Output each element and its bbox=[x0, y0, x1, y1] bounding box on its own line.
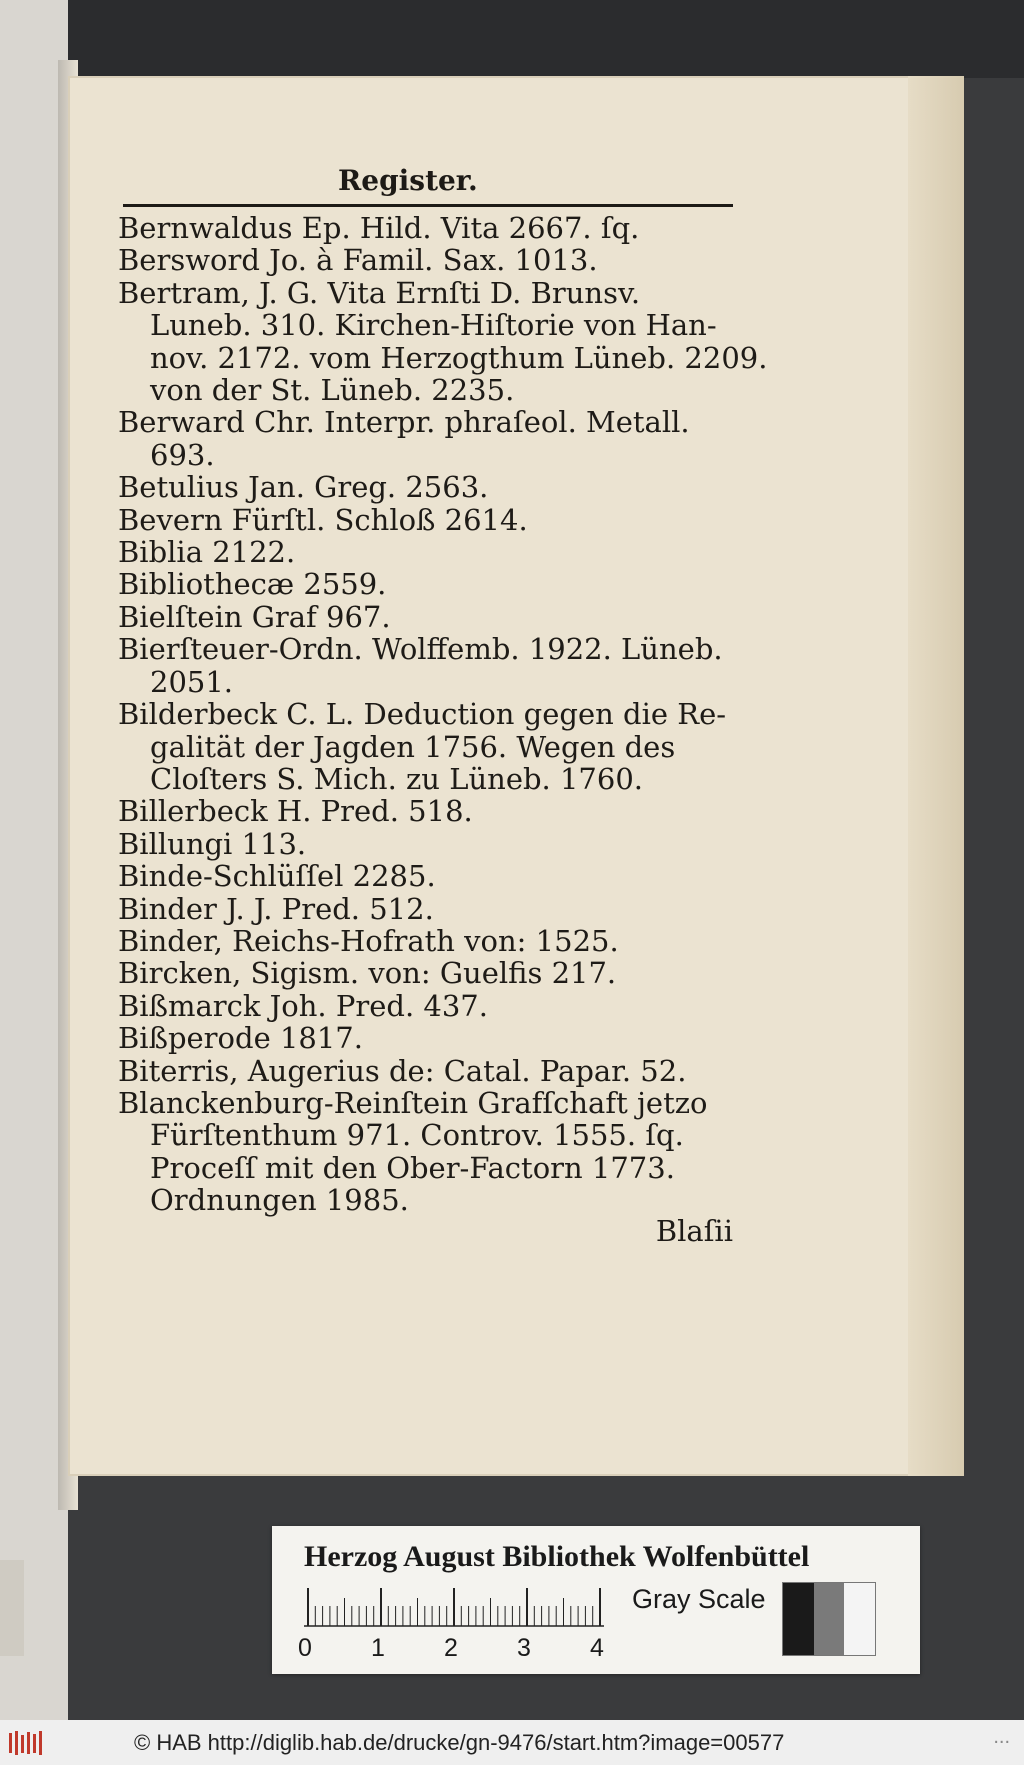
footer-bar bbox=[0, 1720, 1024, 1765]
register-entry bbox=[118, 633, 738, 698]
entry-headword-line: Binde-Schlüſſel 2285. bbox=[118, 859, 436, 894]
ruler-number: 4 bbox=[590, 1634, 604, 1662]
register-entry bbox=[118, 698, 738, 795]
register-entry bbox=[118, 601, 738, 633]
head-rule bbox=[123, 204, 733, 207]
entry-headword-line: Biblia 2122. bbox=[118, 535, 296, 570]
register-entry bbox=[118, 536, 738, 568]
ruler-ticks bbox=[304, 1588, 604, 1628]
register-entry bbox=[118, 212, 738, 244]
register-entry bbox=[118, 795, 738, 827]
entry-headword-line: Bißperode 1817. bbox=[118, 1021, 363, 1056]
entry-headword-line: Bielſtein Graf 967. bbox=[118, 599, 391, 634]
entry-headword-line: Blanckenburg-Reinſtein Grafſchaft jetzo bbox=[118, 1085, 708, 1120]
scanner-top-band bbox=[0, 0, 1024, 78]
entry-headword-line: Bircken, Sigism. von: Guelfis 217. bbox=[118, 956, 617, 991]
entry-continuation-line: Fürſtenthum 971. Controv. 1555. ſq. bbox=[150, 1118, 684, 1153]
entry-continuation-line: 2051. bbox=[150, 664, 234, 699]
register-entry bbox=[118, 471, 738, 503]
ruler-number: 2 bbox=[444, 1634, 458, 1662]
entry-headword-line: Berward Chr. Interpr. phraſeol. Metall. bbox=[118, 405, 690, 440]
entry-continuation-line: Luneb. 310. Kirchen-Hiſtorie von Han- bbox=[150, 308, 717, 343]
register-entry bbox=[118, 406, 738, 471]
color-target-card bbox=[272, 1526, 920, 1674]
entry-headword-line: Billungi 113. bbox=[118, 826, 307, 861]
entry-continuation-line: 693. bbox=[150, 437, 215, 472]
register-entry bbox=[118, 275, 768, 408]
entry-headword-line: Bierſteuer-Ordn. Wolffemb. 1922. Lüneb. bbox=[118, 632, 723, 667]
ruler-number: 1 bbox=[371, 1634, 385, 1662]
ruler-number: 0 bbox=[298, 1634, 312, 1662]
gray-swatch bbox=[844, 1583, 875, 1655]
register-entry bbox=[118, 1055, 738, 1087]
entry-headword-line: Biterris, Augerius de: Catal. Papar. 52. bbox=[118, 1053, 687, 1088]
gray-swatch bbox=[783, 1583, 814, 1655]
entry-continuation-line: von der St. Lüneb. 2235. bbox=[150, 373, 515, 408]
ruler bbox=[304, 1588, 604, 1638]
entry-headword-line: Bertram, J. G. Vita Ernſti D. Brunsv. bbox=[118, 275, 641, 310]
entry-headword-line: Bißmarck Joh. Pred. 437. bbox=[118, 988, 488, 1023]
page-fore-edge bbox=[908, 76, 964, 1476]
entry-headword-line: Bibliothecæ 2559. bbox=[118, 567, 387, 602]
entry-continuation-line: galität der Jagden 1756. Wegen des bbox=[150, 729, 676, 764]
entry-headword-line: Billerbeck H. Pred. 518. bbox=[118, 794, 473, 829]
register-entry bbox=[118, 244, 738, 276]
book-page bbox=[68, 76, 964, 1476]
footer-source-link[interactable]: © HAB http://diglib.hab.de/drucke/gn-9476/start.htm?image=00577 bbox=[134, 1730, 785, 1755]
entry-headword-line: Bernwaldus Ep. Hild. Vita 2667. ſq. bbox=[118, 211, 640, 245]
register-entry bbox=[118, 957, 738, 989]
entry-headword-line: Betulius Jan. Greg. 2563. bbox=[118, 470, 489, 505]
register-entries bbox=[118, 211, 768, 1218]
entry-headword-line: Bersword Jo. à Famil. Sax. 1013. bbox=[118, 243, 598, 278]
register-entry bbox=[118, 990, 738, 1022]
entry-headword-line: Bevern Fürſtl. Schloß 2614. bbox=[118, 502, 528, 537]
entry-headword-line: Bilderbeck C. L. Deduction gegen die Re- bbox=[118, 697, 727, 732]
gray-swatch bbox=[814, 1583, 845, 1655]
previous-page-edge-glyphs bbox=[0, 190, 30, 1110]
entry-headword-line: Binder J. J. Pred. 512. bbox=[118, 891, 434, 926]
register-entry bbox=[118, 893, 738, 925]
register-entry bbox=[118, 504, 738, 536]
register-entry bbox=[118, 568, 738, 600]
ruler-number: 3 bbox=[517, 1634, 531, 1662]
register-entry bbox=[118, 828, 738, 860]
catchword: Blaſii bbox=[655, 1214, 733, 1248]
entry-continuation-line: Cloſters S. Mich. zu Lüneb. 1760. bbox=[150, 761, 643, 796]
ruler-labels bbox=[298, 1634, 618, 1664]
more-options-icon[interactable]: ... bbox=[993, 1726, 1010, 1748]
target-title: Herzog August Bibliothek Wolfenbüttel bbox=[304, 1540, 810, 1573]
side-label-card bbox=[0, 1560, 24, 1656]
register-entry bbox=[118, 1022, 738, 1054]
hab-logo-icon[interactable] bbox=[8, 1730, 44, 1756]
entry-headword-line: Binder, Reichs-Hofrath von: 1525. bbox=[118, 923, 619, 958]
entry-continuation-line: Proceſſ mit den Ober-Factorn 1773. bbox=[150, 1150, 675, 1185]
register-entry bbox=[118, 925, 738, 957]
gray-scale-label: Gray Scale bbox=[632, 1584, 766, 1614]
register-entry bbox=[118, 1087, 738, 1217]
gray-scale-swatches bbox=[782, 1582, 876, 1656]
register-entry bbox=[118, 860, 738, 892]
running-head: Register. bbox=[338, 164, 478, 197]
entry-continuation-line: Ordnungen 1985. bbox=[150, 1183, 409, 1218]
entry-continuation-line: nov. 2172. vom Herzogthum Lüneb. 2209. bbox=[150, 340, 768, 375]
